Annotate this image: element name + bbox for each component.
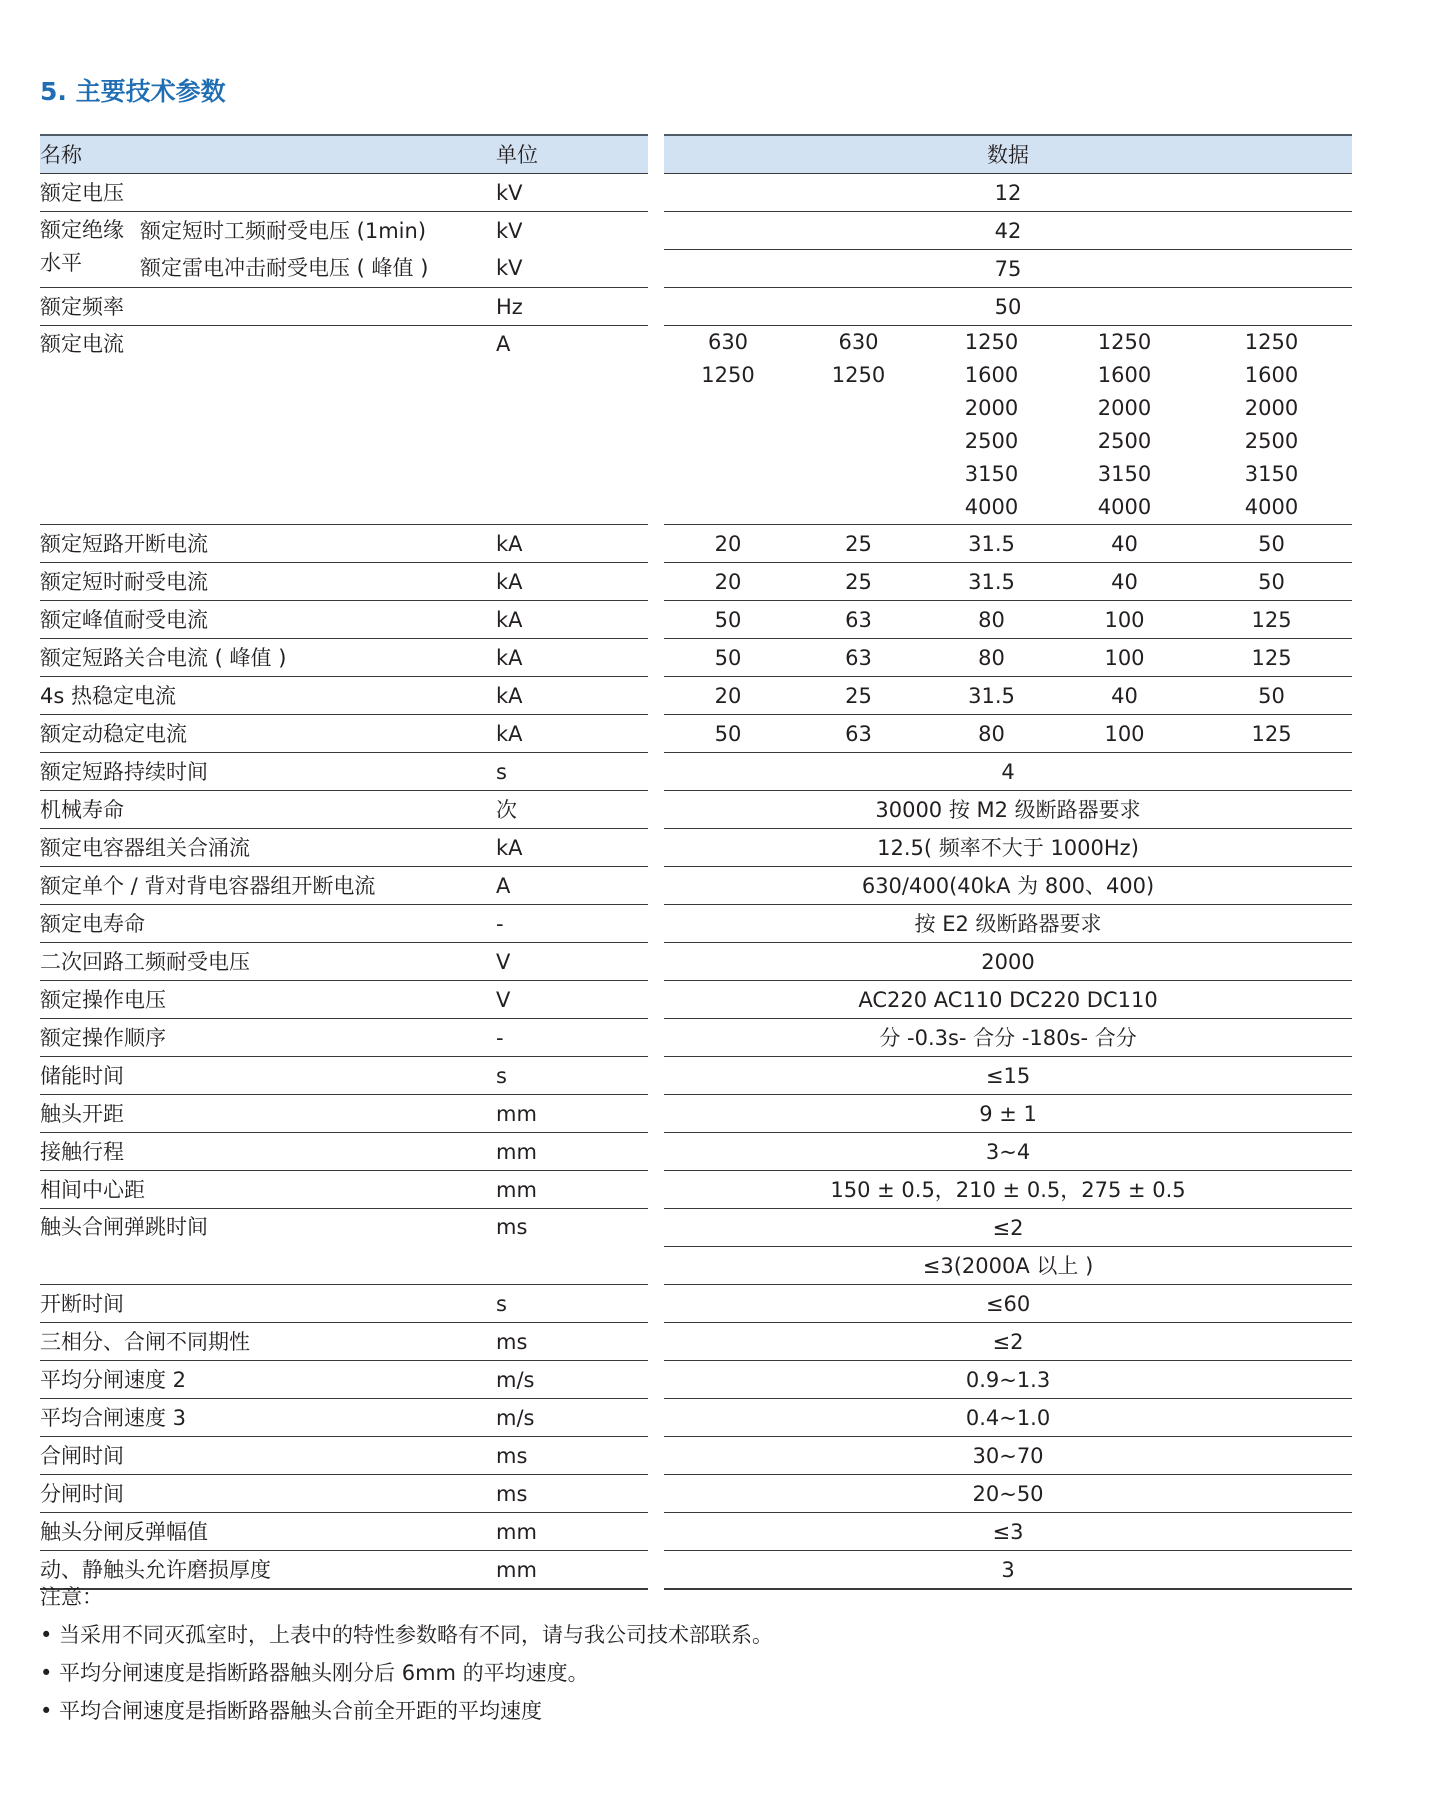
table-row <box>40 1399 1352 1437</box>
row-value: 50 <box>1191 525 1352 563</box>
row-value: 20 <box>664 677 792 715</box>
row-value: 20 <box>664 563 792 601</box>
row-unit: kV <box>496 174 648 212</box>
row-value: 50 <box>664 601 792 639</box>
table-row <box>40 1513 1352 1551</box>
row-unit: mm <box>496 1171 648 1209</box>
current-value: 1600 <box>1244 363 1299 387</box>
current-col-3 <box>925 326 1058 525</box>
row-value: 50 <box>664 639 792 677</box>
row-value: 80 <box>925 639 1058 677</box>
row-value: 3 <box>664 1551 1352 1590</box>
row-name: 额定电流 <box>40 326 496 525</box>
table-row <box>40 677 1352 715</box>
row-value: 12.5( 频率不大于 1000Hz) <box>664 829 1352 867</box>
row-name: 接触行程 <box>40 1133 496 1171</box>
row-value: 42 <box>664 212 1352 250</box>
current-value: 4000 <box>964 495 1019 519</box>
table-row <box>40 601 1352 639</box>
current-value: 2000 <box>964 396 1019 420</box>
current-value: 1250 <box>964 330 1019 354</box>
row-name: 开断时间 <box>40 1285 496 1323</box>
note-item: • 当采用不同灭孤室时，上表中的特性参数略有不同，请与我公司技术部联系。 <box>40 1623 774 1647</box>
header-unit: 单位 <box>496 135 648 174</box>
row-name: 触头开距 <box>40 1095 496 1133</box>
row-value: 630/400(40kA 为 800、400) <box>664 867 1352 905</box>
table-row <box>40 1323 1352 1361</box>
table-row <box>40 525 1352 563</box>
row-value: 63 <box>792 601 925 639</box>
row-name: 额定电寿命 <box>40 905 496 943</box>
table-row <box>40 1437 1352 1475</box>
current-value: 2000 <box>1244 396 1299 420</box>
row-value: 30~70 <box>664 1437 1352 1475</box>
row-name: 动、静触头允许磨损厚度 <box>40 1551 496 1590</box>
row-value: 2000 <box>664 943 1352 981</box>
row-unit: ms <box>496 1209 648 1285</box>
row-value: 50 <box>664 715 792 753</box>
table-row <box>40 1171 1352 1209</box>
row-value: 4 <box>664 753 1352 791</box>
row-name: 额定电容器组关合涌流 <box>40 829 496 867</box>
table-row <box>40 715 1352 753</box>
row-name: 额定短路开断电流 <box>40 525 496 563</box>
row-name: 合闸时间 <box>40 1437 496 1475</box>
insulation-group-line2: 水平 <box>40 251 82 275</box>
row-unit: mm <box>496 1551 648 1590</box>
row-value: 分 -0.3s- 合分 -180s- 合分 <box>664 1019 1352 1057</box>
header-data: 数据 <box>664 135 1352 174</box>
row-unit: s <box>496 1057 648 1095</box>
current-value: 2500 <box>1097 429 1152 453</box>
table-row <box>40 212 1352 250</box>
row-name: 额定单个 / 背对背电容器组开断电流 <box>40 867 496 905</box>
table-row <box>40 1285 1352 1323</box>
current-value: 630 <box>838 330 879 354</box>
insulation-group-label <box>40 212 140 288</box>
row-value: 0.4~1.0 <box>664 1399 1352 1437</box>
current-value: 3150 <box>964 462 1019 486</box>
row-name: 三相分、合闸不同期性 <box>40 1323 496 1361</box>
row-unit: - <box>496 1019 648 1057</box>
row-value: ≤15 <box>664 1057 1352 1095</box>
current-value: 1600 <box>964 363 1019 387</box>
current-col-1 <box>664 326 792 525</box>
row-name: 机械寿命 <box>40 791 496 829</box>
row-name: 额定电压 <box>40 174 496 212</box>
row-value: 75 <box>664 250 1352 288</box>
row-name: 额定短时耐受电流 <box>40 563 496 601</box>
row-value: 25 <box>792 677 925 715</box>
row-value: 40 <box>1058 563 1191 601</box>
row-value: ≤3 <box>664 1513 1352 1551</box>
table-row <box>40 288 1352 326</box>
row-unit: kV <box>496 250 648 288</box>
current-col-4 <box>1058 326 1191 525</box>
spec-table <box>40 134 1352 1590</box>
note-item: • 平均分闸速度是指断路器触头刚分后 6mm 的平均速度。 <box>40 1661 589 1685</box>
row-value: ≤3(2000A 以上 ) <box>664 1247 1352 1285</box>
table-row <box>40 981 1352 1019</box>
table-row <box>40 174 1352 212</box>
current-value: 1250 <box>831 363 886 387</box>
row-unit: Hz <box>496 288 648 326</box>
row-value: 31.5 <box>925 677 1058 715</box>
row-value: ≤60 <box>664 1285 1352 1323</box>
current-value: 1250 <box>1244 330 1299 354</box>
table-row <box>40 1209 1352 1247</box>
table-row <box>40 1133 1352 1171</box>
row-value: 50 <box>1191 563 1352 601</box>
current-value: 1600 <box>1097 363 1152 387</box>
section-title: 5. 主要技术参数 <box>40 77 226 106</box>
row-value: 50 <box>1191 677 1352 715</box>
table-row <box>40 639 1352 677</box>
table-row <box>40 326 1352 525</box>
row-value: 63 <box>792 715 925 753</box>
row-name: 额定操作顺序 <box>40 1019 496 1057</box>
row-unit: A <box>496 326 648 525</box>
row-value: 125 <box>1191 639 1352 677</box>
current-col-2 <box>792 326 925 525</box>
current-value: 1250 <box>1097 330 1152 354</box>
row-unit: kA <box>496 829 648 867</box>
row-value: 31.5 <box>925 525 1058 563</box>
note-item: • 平均合闸速度是指断路器触头合前全开距的平均速度 <box>40 1699 543 1723</box>
row-value: 3~4 <box>664 1133 1352 1171</box>
insulation-group-line1: 额定绝缘 <box>40 218 124 242</box>
current-value: 3150 <box>1097 462 1152 486</box>
row-unit: 次 <box>496 791 648 829</box>
row-name: 平均合闸速度 3 <box>40 1399 496 1437</box>
row-value: 25 <box>792 525 925 563</box>
row-unit: A <box>496 867 648 905</box>
table-row <box>40 1019 1352 1057</box>
row-value: 30000 按 M2 级断路器要求 <box>664 791 1352 829</box>
table-row <box>40 563 1352 601</box>
current-value: 4000 <box>1244 495 1299 519</box>
row-name: 4s 热稳定电流 <box>40 677 496 715</box>
row-value: 125 <box>1191 715 1352 753</box>
row-name: 额定短路持续时间 <box>40 753 496 791</box>
current-value: 1250 <box>701 363 755 387</box>
row-name: 分闸时间 <box>40 1475 496 1513</box>
row-name: 额定峰值耐受电流 <box>40 601 496 639</box>
row-value: 125 <box>1191 601 1352 639</box>
row-value: 20~50 <box>664 1475 1352 1513</box>
row-value: 25 <box>792 563 925 601</box>
row-unit: V <box>496 981 648 1019</box>
row-unit: kA <box>496 639 648 677</box>
row-unit: ms <box>496 1323 648 1361</box>
table-row <box>40 867 1352 905</box>
notes <box>40 1578 773 1730</box>
table-row <box>40 1475 1352 1513</box>
current-value: 3150 <box>1244 462 1299 486</box>
row-value: 12 <box>664 174 1352 212</box>
header-name: 名称 <box>40 135 496 174</box>
table-row <box>40 753 1352 791</box>
table-row <box>40 791 1352 829</box>
row-value: 80 <box>925 715 1058 753</box>
current-value: 2500 <box>1244 429 1299 453</box>
row-name: 额定操作电压 <box>40 981 496 1019</box>
row-value: ≤2 <box>664 1209 1352 1247</box>
row-name: 额定短路关合电流 ( 峰值 ) <box>40 639 496 677</box>
row-unit: s <box>496 753 648 791</box>
current-value: 630 <box>707 330 749 354</box>
row-unit: kA <box>496 715 648 753</box>
row-value: 150 ± 0.5，210 ± 0.5，275 ± 0.5 <box>664 1171 1352 1209</box>
row-unit: mm <box>496 1513 648 1551</box>
table-row <box>40 250 1352 288</box>
row-value: 100 <box>1058 639 1191 677</box>
row-value: 按 E2 级断路器要求 <box>664 905 1352 943</box>
row-unit: kA <box>496 525 648 563</box>
table-row <box>40 1057 1352 1095</box>
row-name: 额定短时工频耐受电压 (1min) <box>140 218 427 243</box>
table-header-row <box>40 135 1352 174</box>
row-name: 储能时间 <box>40 1057 496 1095</box>
row-unit: V <box>496 943 648 981</box>
current-value: 2000 <box>1097 396 1152 420</box>
row-unit: mm <box>496 1133 648 1171</box>
row-value: 40 <box>1058 677 1191 715</box>
row-name: 额定频率 <box>40 288 496 326</box>
row-value: 80 <box>925 601 1058 639</box>
row-unit: kA <box>496 677 648 715</box>
row-value: 31.5 <box>925 563 1058 601</box>
row-name: 额定雷电冲击耐受电压 ( 峰值 ) <box>140 250 496 288</box>
table-row <box>40 829 1352 867</box>
current-col-5 <box>1191 326 1352 525</box>
row-name: 二次回路工频耐受电压 <box>40 943 496 981</box>
current-value: 4000 <box>1097 495 1152 519</box>
row-unit: m/s <box>496 1399 648 1437</box>
row-value: 63 <box>792 639 925 677</box>
row-unit: kV <box>496 218 523 243</box>
row-name: 相间中心距 <box>40 1171 496 1209</box>
notes-heading: 注意： <box>40 1585 103 1609</box>
row-value: 100 <box>1058 715 1191 753</box>
row-value: 20 <box>664 525 792 563</box>
row-value: AC220 AC110 DC220 DC110 <box>664 981 1352 1019</box>
table-row <box>40 943 1352 981</box>
row-value: 0.9~1.3 <box>664 1361 1352 1399</box>
table-row <box>40 905 1352 943</box>
row-name: 平均分闸速度 2 <box>40 1361 496 1399</box>
row-name: 触头合闸弹跳时间 <box>40 1209 496 1285</box>
row-unit: ms <box>496 1437 648 1475</box>
row-value: 9 ± 1 <box>664 1095 1352 1133</box>
current-value: 2500 <box>964 429 1019 453</box>
row-unit: kA <box>496 563 648 601</box>
row-unit: - <box>496 905 648 943</box>
row-value: ≤2 <box>664 1323 1352 1361</box>
table-row <box>40 1361 1352 1399</box>
row-unit: mm <box>496 1095 648 1133</box>
row-unit: ms <box>496 1475 648 1513</box>
row-value: 50 <box>664 288 1352 326</box>
row-unit: kA <box>496 601 648 639</box>
row-name: 额定动稳定电流 <box>40 715 496 753</box>
row-unit: s <box>496 1285 648 1323</box>
row-unit: m/s <box>496 1361 648 1399</box>
table-row <box>40 1095 1352 1133</box>
row-value: 100 <box>1058 601 1191 639</box>
row-name: 触头分闸反弹幅值 <box>40 1513 496 1551</box>
row-value: 40 <box>1058 525 1191 563</box>
